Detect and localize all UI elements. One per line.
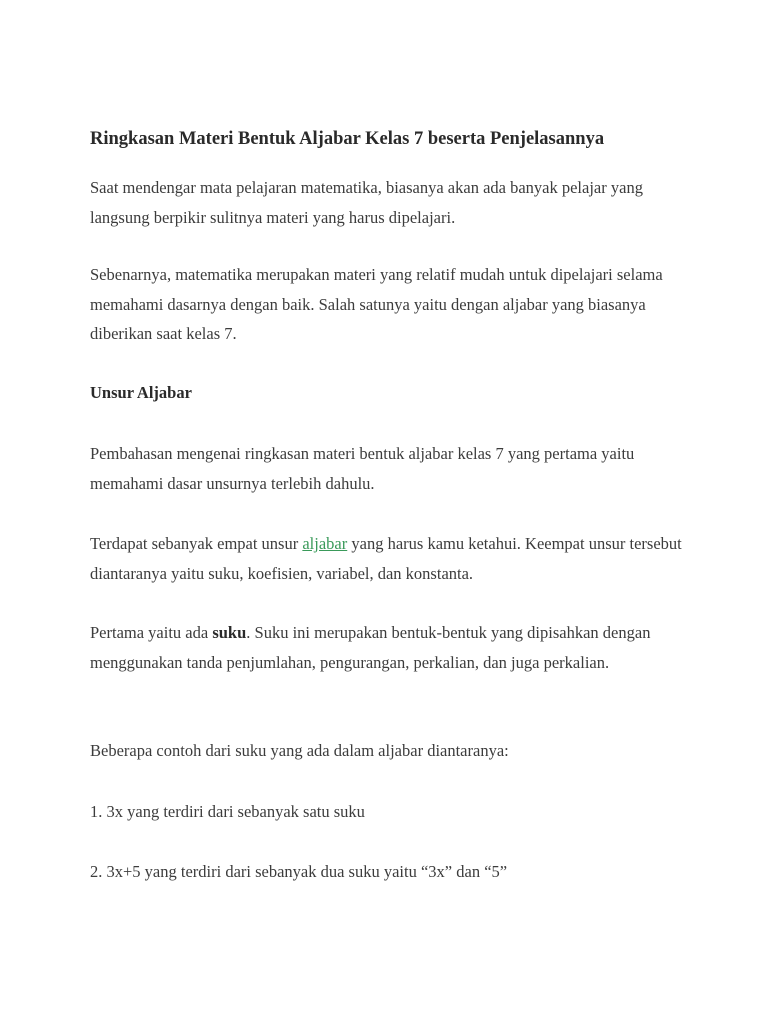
paragraph-text: yang harus kamu ketahui. Keempat unsur tersebut diantaranya yaitu suku, koefisien, variabel, dan konstanta. <box>90 534 682 583</box>
section-heading-unsur-aljabar: Unsur Aljabar <box>90 383 192 402</box>
paragraph-text: Pertama yaitu ada <box>90 623 213 642</box>
bold-term-suku: suku <box>212 623 247 642</box>
paragraph-pembahasan: Pembahasan mengenai ringkasan materi bentuk aljabar kelas 7 yang pertama yaitu memahami dasar unsurnya terlebih dahulu. <box>90 444 635 493</box>
paragraph-text: Terdapat sebanyak empat unsur <box>90 534 303 553</box>
paragraph-empat-unsur <box>90 529 690 588</box>
paragraph-intro: Saat mendengar mata pelajaran matematika, biasanya akan ada banyak pelajar yang langsung berpikir sulitnya materi yang harus dipelajari. <box>90 178 643 227</box>
paragraph-suku <box>90 618 690 677</box>
paragraph-text: . Suku ini merupakan bentuk-bentuk yang dipisahkan dengan menggunakan tanda penjumlahan, pengurangan, perkalian, dan juga perkalian. <box>90 623 651 672</box>
article-title: Ringkasan Materi Bentuk Aljabar Kelas 7 beserta Penjelasannya <box>90 129 605 149</box>
list-item-1: 1. 3x yang terdiri dari sebanyak satu suku <box>90 802 365 821</box>
aljabar-link[interactable]: aljabar <box>302 534 348 553</box>
paragraph-matematika: Sebenarnya, matematika merupakan materi yang relatif mudah untuk dipelajari selama memahami dasarnya dengan baik. Salah satunya yaitu dengan aljabar yang biasanya diberikan saat kelas 7. <box>90 265 663 343</box>
list-item-2: 2. 3x+5 yang terdiri dari sebanyak dua suku yaitu “3x” dan “5” <box>90 862 508 881</box>
paragraph-contoh: Beberapa contoh dari suku yang ada dalam aljabar diantaranya: <box>90 741 509 760</box>
